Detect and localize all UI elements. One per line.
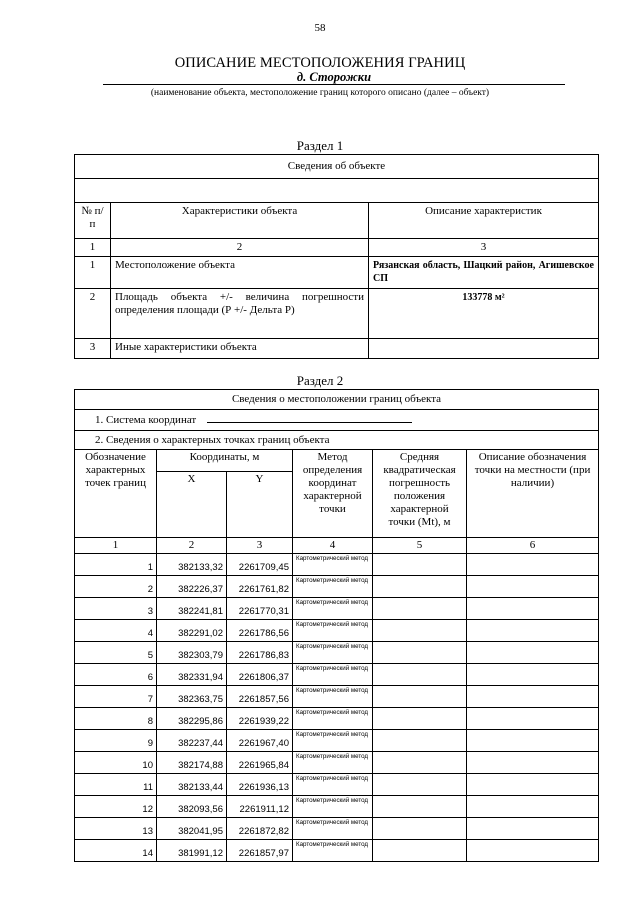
header-error: Средняя квадратическая погрешность положения характерной точки (Mt), м <box>373 450 467 538</box>
row-num: 1 <box>75 257 111 289</box>
point-number: 4 <box>75 620 157 642</box>
col-number: 1 <box>75 239 111 257</box>
point-description <box>467 730 599 752</box>
row-description <box>369 339 599 359</box>
point-method: Картометрический метод <box>293 840 373 862</box>
point-y: 2261857,97 <box>227 840 293 862</box>
point-y: 2261786,83 <box>227 642 293 664</box>
point-error <box>373 796 467 818</box>
row-characteristic: Местоположение объекта <box>111 257 369 289</box>
point-method: Картометрический метод <box>293 708 373 730</box>
point-description <box>467 796 599 818</box>
row-description: 133778 м² <box>369 289 599 339</box>
point-number: 10 <box>75 752 157 774</box>
table-row <box>75 620 599 642</box>
point-method: Картометрический метод <box>293 818 373 840</box>
coord-system-label: 1. Система координат <box>95 414 197 426</box>
point-description <box>467 686 599 708</box>
point-method: Картометрический метод <box>293 730 373 752</box>
col-number: 1 <box>75 538 157 554</box>
table-row <box>75 730 599 752</box>
point-x: 382303,79 <box>157 642 227 664</box>
point-method: Картометрический метод <box>293 752 373 774</box>
point-description <box>467 554 599 576</box>
point-x: 382226,37 <box>157 576 227 598</box>
coord-system-row <box>75 410 599 431</box>
point-description <box>467 840 599 862</box>
coord-system-blank <box>207 413 412 423</box>
table-row <box>75 664 599 686</box>
point-number: 2 <box>75 576 157 598</box>
object-name-note: (наименование объекта, местоположение границ которого описано (далее – объект) <box>150 88 490 98</box>
header-method: Метод определения координат характерной точки <box>293 450 373 538</box>
table-row <box>75 642 599 664</box>
point-number: 8 <box>75 708 157 730</box>
point-description <box>467 642 599 664</box>
table-row <box>75 752 599 774</box>
page-number: 58 <box>314 22 326 34</box>
point-number: 11 <box>75 774 157 796</box>
header-description: Описание характеристик <box>369 203 599 239</box>
point-error <box>373 642 467 664</box>
point-description <box>467 576 599 598</box>
points-label: 2. Сведения о характерных точках границ объекта <box>75 431 599 450</box>
point-x: 382133,32 <box>157 554 227 576</box>
point-number: 5 <box>75 642 157 664</box>
row-description: Рязанская область, Шацкий район, Агишевское СП <box>369 257 599 289</box>
point-y: 2261936,13 <box>227 774 293 796</box>
point-x: 382133,44 <box>157 774 227 796</box>
row-characteristic: Площадь объекта +/- величина погрешности определения площади (Р +/- Дельта Р) <box>111 289 369 339</box>
point-description <box>467 818 599 840</box>
object-info-table-title: Сведения об объекте <box>75 155 599 179</box>
point-number: 6 <box>75 664 157 686</box>
point-description <box>467 620 599 642</box>
row-characteristic: Иные характеристики объекта <box>111 339 369 359</box>
point-method: Картометрический метод <box>293 554 373 576</box>
boundary-points-table <box>74 389 599 862</box>
table-row <box>75 708 599 730</box>
point-error <box>373 818 467 840</box>
table-row <box>75 840 599 862</box>
object-name-underline <box>103 84 565 85</box>
point-description <box>467 774 599 796</box>
table-row <box>75 686 599 708</box>
section2-title: Раздел 2 <box>296 373 344 388</box>
point-error <box>373 664 467 686</box>
point-method: Картометрический метод <box>293 620 373 642</box>
point-number: 12 <box>75 796 157 818</box>
row-num: 2 <box>75 289 111 339</box>
col-number: 2 <box>157 538 227 554</box>
point-method: Картометрический метод <box>293 642 373 664</box>
point-x: 382291,02 <box>157 620 227 642</box>
point-x: 382241,81 <box>157 598 227 620</box>
section1-title: Раздел 1 <box>296 138 344 153</box>
point-method: Картометрический метод <box>293 664 373 686</box>
point-y: 2261857,56 <box>227 686 293 708</box>
table-row <box>75 774 599 796</box>
point-error <box>373 620 467 642</box>
points-body <box>75 554 599 862</box>
col-number: 3 <box>227 538 293 554</box>
point-x: 382331,94 <box>157 664 227 686</box>
point-description <box>467 598 599 620</box>
point-y: 2261709,45 <box>227 554 293 576</box>
point-x: 382174,88 <box>157 752 227 774</box>
point-number: 3 <box>75 598 157 620</box>
header-designation: Обозначение характерных точек границ <box>75 450 157 538</box>
point-method: Картометрический метод <box>293 796 373 818</box>
point-method: Картометрический метод <box>293 774 373 796</box>
header-num: № п/п <box>75 203 111 239</box>
point-y: 2261806,37 <box>227 664 293 686</box>
point-x: 382363,75 <box>157 686 227 708</box>
col-number: 2 <box>111 239 369 257</box>
col-number: 4 <box>293 538 373 554</box>
header-point-description: Описание обозначения точки на местности (при наличии) <box>467 450 599 538</box>
table-row <box>75 598 599 620</box>
point-method: Картометрический метод <box>293 686 373 708</box>
point-number: 14 <box>75 840 157 862</box>
point-error <box>373 752 467 774</box>
point-error <box>373 708 467 730</box>
header-characteristic: Характеристики объекта <box>111 203 369 239</box>
point-error <box>373 598 467 620</box>
point-error <box>373 730 467 752</box>
empty-row <box>75 179 599 203</box>
point-number: 13 <box>75 818 157 840</box>
point-description <box>467 708 599 730</box>
point-x: 382295,86 <box>157 708 227 730</box>
point-y: 2261770,31 <box>227 598 293 620</box>
point-error <box>373 840 467 862</box>
header-x: X <box>157 472 227 538</box>
point-y: 2261786,56 <box>227 620 293 642</box>
point-error <box>373 554 467 576</box>
point-x: 382041,95 <box>157 818 227 840</box>
point-x: 382093,56 <box>157 796 227 818</box>
col-number: 5 <box>373 538 467 554</box>
point-number: 9 <box>75 730 157 752</box>
boundary-table-title: Сведения о местоположении границ объекта <box>75 390 599 410</box>
point-number: 7 <box>75 686 157 708</box>
table-row <box>75 576 599 598</box>
point-description <box>467 752 599 774</box>
header-coords: Координаты, м <box>157 450 293 472</box>
col-number: 6 <box>467 538 599 554</box>
point-y: 2261939,22 <box>227 708 293 730</box>
point-x: 381991,12 <box>157 840 227 862</box>
point-y: 2261965,84 <box>227 752 293 774</box>
point-error <box>373 774 467 796</box>
point-y: 2261872,82 <box>227 818 293 840</box>
document-title: ОПИСАНИЕ МЕСТОПОЛОЖЕНИЯ ГРАНИЦ <box>174 55 466 71</box>
object-info-table <box>74 154 599 359</box>
col-number: 3 <box>369 239 599 257</box>
table-row <box>75 796 599 818</box>
table-row <box>75 554 599 576</box>
object-name: д. Сторожки <box>296 70 372 84</box>
header-y: Y <box>227 472 293 538</box>
point-method: Картометрический метод <box>293 598 373 620</box>
point-x: 382237,44 <box>157 730 227 752</box>
point-error <box>373 576 467 598</box>
point-error <box>373 686 467 708</box>
point-y: 2261967,40 <box>227 730 293 752</box>
table-row <box>75 818 599 840</box>
point-method: Картометрический метод <box>293 576 373 598</box>
point-number: 1 <box>75 554 157 576</box>
point-y: 2261911,12 <box>227 796 293 818</box>
point-description <box>467 664 599 686</box>
point-y: 2261761,82 <box>227 576 293 598</box>
row-num: 3 <box>75 339 111 359</box>
